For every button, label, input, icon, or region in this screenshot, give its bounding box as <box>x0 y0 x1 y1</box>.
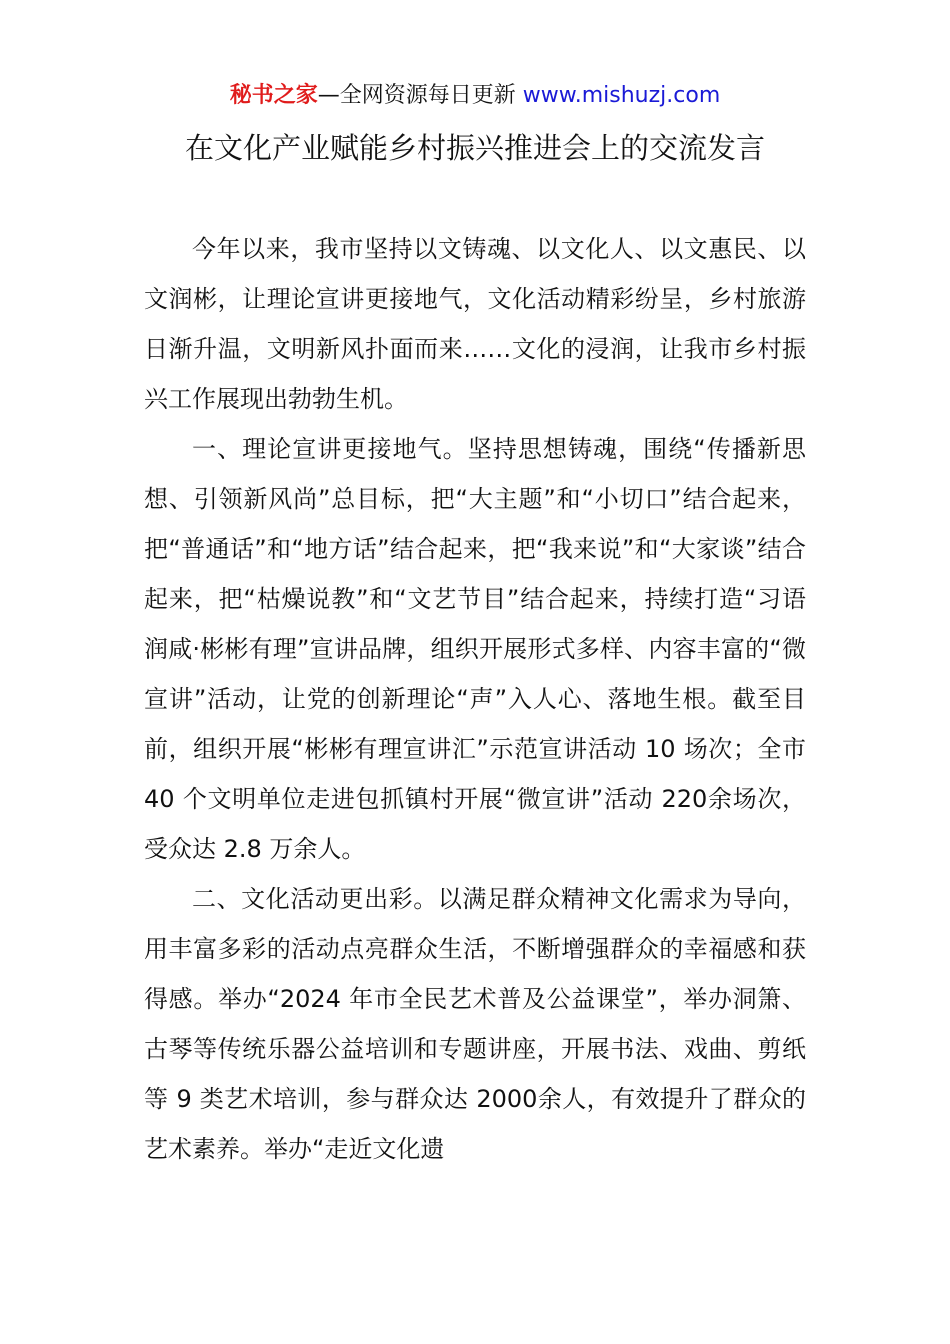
document-body <box>144 224 806 1174</box>
paragraph-intro: 今年以来，我市坚持以文铸魂、以文化人、以文惠民、以文润彬，让理论宣讲更接地气，文化活动精彩纷呈，乡村旅游日渐升温，文明新风扑面而来……文化的浸润，让我市乡村振兴工作展现出勃勃生机。 <box>144 235 806 413</box>
paragraph-section-1: 一、理论宣讲更接地气。坚持思想铸魂，围绕“传播新思想、引领新风尚”总目标，把“大主题”和“小切口”结合起来，把“普通话”和“地方话”结合起来，把“我来说”和“大家谈”结合起来，把“枯燥说教”和“文艺节目”结合起来，持续打造“习语润咸·彬彬有理”宣讲品牌，组织开展形式多样、内容丰富的“微宣讲”活动，让党的创新理论“声”入人心、落地生根。截至目前，组织开展“彬彬有理宣讲汇”示范宣讲活动 10 场次；全市 40 个文明单位走进包抓镇村开展“微宣讲”活动 220余场次，受众达 2.8 万余人。 <box>144 435 806 863</box>
site-name: 秘书之家 <box>229 83 318 108</box>
paragraph-section-2: 二、文化活动更出彩。以满足群众精神文化需求为导向，用丰富多彩的活动点亮群众生活，不断增强群众的幸福感和获得感。举办“2024 年市全民艺术普及公益课堂”，举办洞箫、古琴等传统乐器公益培训和专题讲座，开展书法、戏曲、剪纸等 9 类艺术培训，参与群众达 2000余人，有效提升了群众的艺术素养。举办“走近文化遗 <box>144 885 806 1163</box>
site-header <box>0 80 950 112</box>
site-url-link[interactable]: www.mishuzj.com <box>522 83 721 108</box>
document-title: 在文化产业赋能乡村振兴推进会上的交流发言 <box>184 131 765 165</box>
site-tagline: —全网资源每日更新 <box>317 83 523 108</box>
